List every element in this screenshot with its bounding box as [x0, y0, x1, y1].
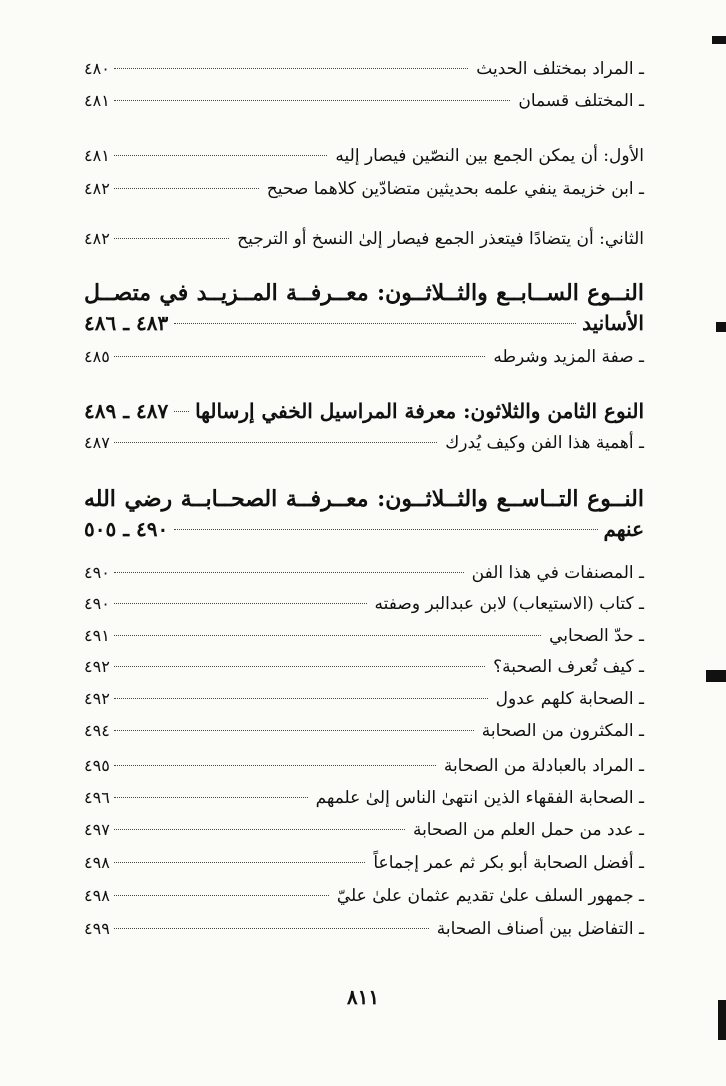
leader-dots — [174, 411, 189, 412]
entry-text: ـ صفة المزيد وشرطه — [493, 347, 644, 367]
section-title-end: عنهم — [603, 517, 644, 541]
toc-entry — [84, 720, 644, 742]
leader-dots — [114, 765, 436, 766]
entry-page: ٤٩١ — [84, 626, 110, 645]
toc-entry — [84, 852, 644, 874]
toc-entry — [84, 625, 644, 647]
leader-dots — [174, 529, 597, 530]
leader-dots — [114, 666, 485, 667]
toc-entry — [84, 918, 644, 940]
entry-page: ٤٩٥ — [84, 756, 110, 775]
entry-text: ـ أفضل الصحابة أبو بكر ثم عمر إجماعاً — [373, 853, 644, 873]
toc-entry — [84, 755, 644, 777]
leader-dots — [114, 829, 405, 830]
scan-mark — [718, 1000, 726, 1040]
entry-page: ٤٨٠ — [84, 59, 110, 78]
entry-text: ـ الصحابة الفقهاء الذين انتهىٰ الناس إلىٰ علمهم — [315, 788, 644, 808]
section-title-end: الأسانيد — [582, 311, 644, 335]
entry-page: ٤٨٢ — [84, 179, 110, 198]
entry-text: ـ عدد من حمل العلم من الصحابة — [412, 820, 644, 840]
section-title-continuation — [84, 514, 644, 544]
toc-entry — [84, 346, 644, 368]
entry-page: ٤٩٨ — [84, 886, 110, 905]
entry-text: ـ كيف تُعرف الصحبة؟ — [493, 657, 644, 677]
leader-dots — [114, 238, 229, 239]
leader-dots — [114, 895, 329, 896]
leader-dots — [114, 797, 308, 798]
toc-entry — [84, 562, 644, 584]
entry-text: الأول: أن يمكن الجمع بين النصّين فيصار إليه — [335, 146, 644, 166]
entry-page: ٤٨١ — [84, 91, 110, 110]
entry-text: ـ المصنفات في هذا الفن — [471, 563, 644, 583]
leader-dots — [114, 68, 469, 69]
toc-entry — [84, 58, 644, 80]
leader-dots — [114, 572, 464, 573]
section-title: النــوع التــاســع والثــلاثــون: معــرفــة الصحــابــة رضي الله — [84, 486, 644, 512]
entry-page: ٤٩٦ — [84, 788, 110, 807]
entry-page: ٤٨١ — [84, 146, 110, 165]
leader-dots — [114, 635, 541, 636]
toc-entry — [84, 228, 644, 250]
leader-dots — [114, 928, 429, 929]
leader-dots — [114, 356, 486, 357]
section-page-range: ٤٩٠ ـ ٥٠٥ — [84, 517, 169, 541]
entry-page: ٤٩٧ — [84, 820, 110, 839]
entry-page: ٤٩٤ — [84, 721, 110, 740]
entry-text: ـ الصحابة كلهم عدول — [495, 689, 644, 709]
toc-entry — [84, 90, 644, 112]
toc-entry — [84, 432, 644, 454]
entry-page: ٤٩٨ — [84, 853, 110, 872]
entry-page: ٤٨٥ — [84, 347, 110, 366]
entry-page: ٤٩٢ — [84, 689, 110, 708]
entry-text: ـ المراد بالعبادلة من الصحابة — [443, 756, 644, 776]
section-heading-37 — [84, 278, 644, 338]
leader-dots — [114, 100, 511, 101]
entry-text: ـ المختلف قسمان — [518, 91, 644, 111]
section-title: النوع الثامن والثلاثون: معرفة المراسيل الخفي إرسالها — [195, 399, 644, 423]
entry-text: ـ جمهور السلف علىٰ تقديم عثمان علىٰ عليّ — [336, 886, 644, 906]
scan-mark — [716, 322, 726, 332]
entry-page: ٤٩٩ — [84, 919, 110, 938]
entry-text: ـ التفاضل بين أصناف الصحابة — [436, 919, 644, 939]
toc-entry — [84, 145, 644, 167]
entry-text: ـ المكثرون من الصحابة — [481, 721, 644, 741]
section-heading-38 — [84, 396, 644, 426]
section-page-range: ٤٨٣ ـ ٤٨٦ — [84, 311, 169, 335]
leader-dots — [114, 155, 328, 156]
entry-text: ـ المراد بمختلف الحديث — [476, 59, 644, 79]
entry-text: الثاني: أن يتضادًا فيتعذر الجمع فيصار إلىٰ النسخ أو الترجيح — [237, 229, 644, 249]
section-heading-39 — [84, 484, 644, 544]
entry-text: ـ أهمية هذا الفن وكيف يُدرك — [445, 433, 644, 453]
section-title: النــوع الســابــع والثــلاثــون: معــرفــة المــزيــد في متصــل — [84, 280, 644, 306]
entry-page: ٤٩٢ — [84, 657, 110, 676]
toc-entry — [84, 819, 644, 841]
entry-page: ٤٨٢ — [84, 229, 110, 248]
entry-page: ٤٩٠ — [84, 563, 110, 582]
scan-mark — [706, 670, 726, 682]
leader-dots — [114, 442, 437, 443]
toc-entry — [84, 885, 644, 907]
leader-dots — [114, 188, 259, 189]
entry-text: ـ كتاب (الاستيعاب) لابن عبدالبر وصفته — [374, 594, 644, 614]
entry-page: ٤٨٧ — [84, 433, 110, 452]
section-title-continuation — [84, 308, 644, 338]
toc-entry — [84, 688, 644, 710]
entry-text: ـ حدّ الصحابي — [549, 626, 644, 646]
leader-dots — [114, 603, 367, 604]
scan-mark — [712, 36, 726, 44]
leader-dots — [114, 862, 366, 863]
leader-dots — [174, 323, 576, 324]
section-page-range: ٤٨٧ ـ ٤٨٩ — [84, 399, 169, 423]
leader-dots — [114, 730, 474, 731]
toc-entry — [84, 656, 644, 678]
toc-entry — [84, 787, 644, 809]
toc-entry — [84, 593, 644, 615]
leader-dots — [114, 698, 488, 699]
page-number: ٨١١ — [346, 985, 380, 1009]
entry-page: ٤٩٠ — [84, 594, 110, 613]
toc-entry — [84, 178, 644, 200]
entry-text: ـ ابن خزيمة ينفي علمه بحديثين متضادّين كلاهما صحيح — [266, 179, 644, 199]
